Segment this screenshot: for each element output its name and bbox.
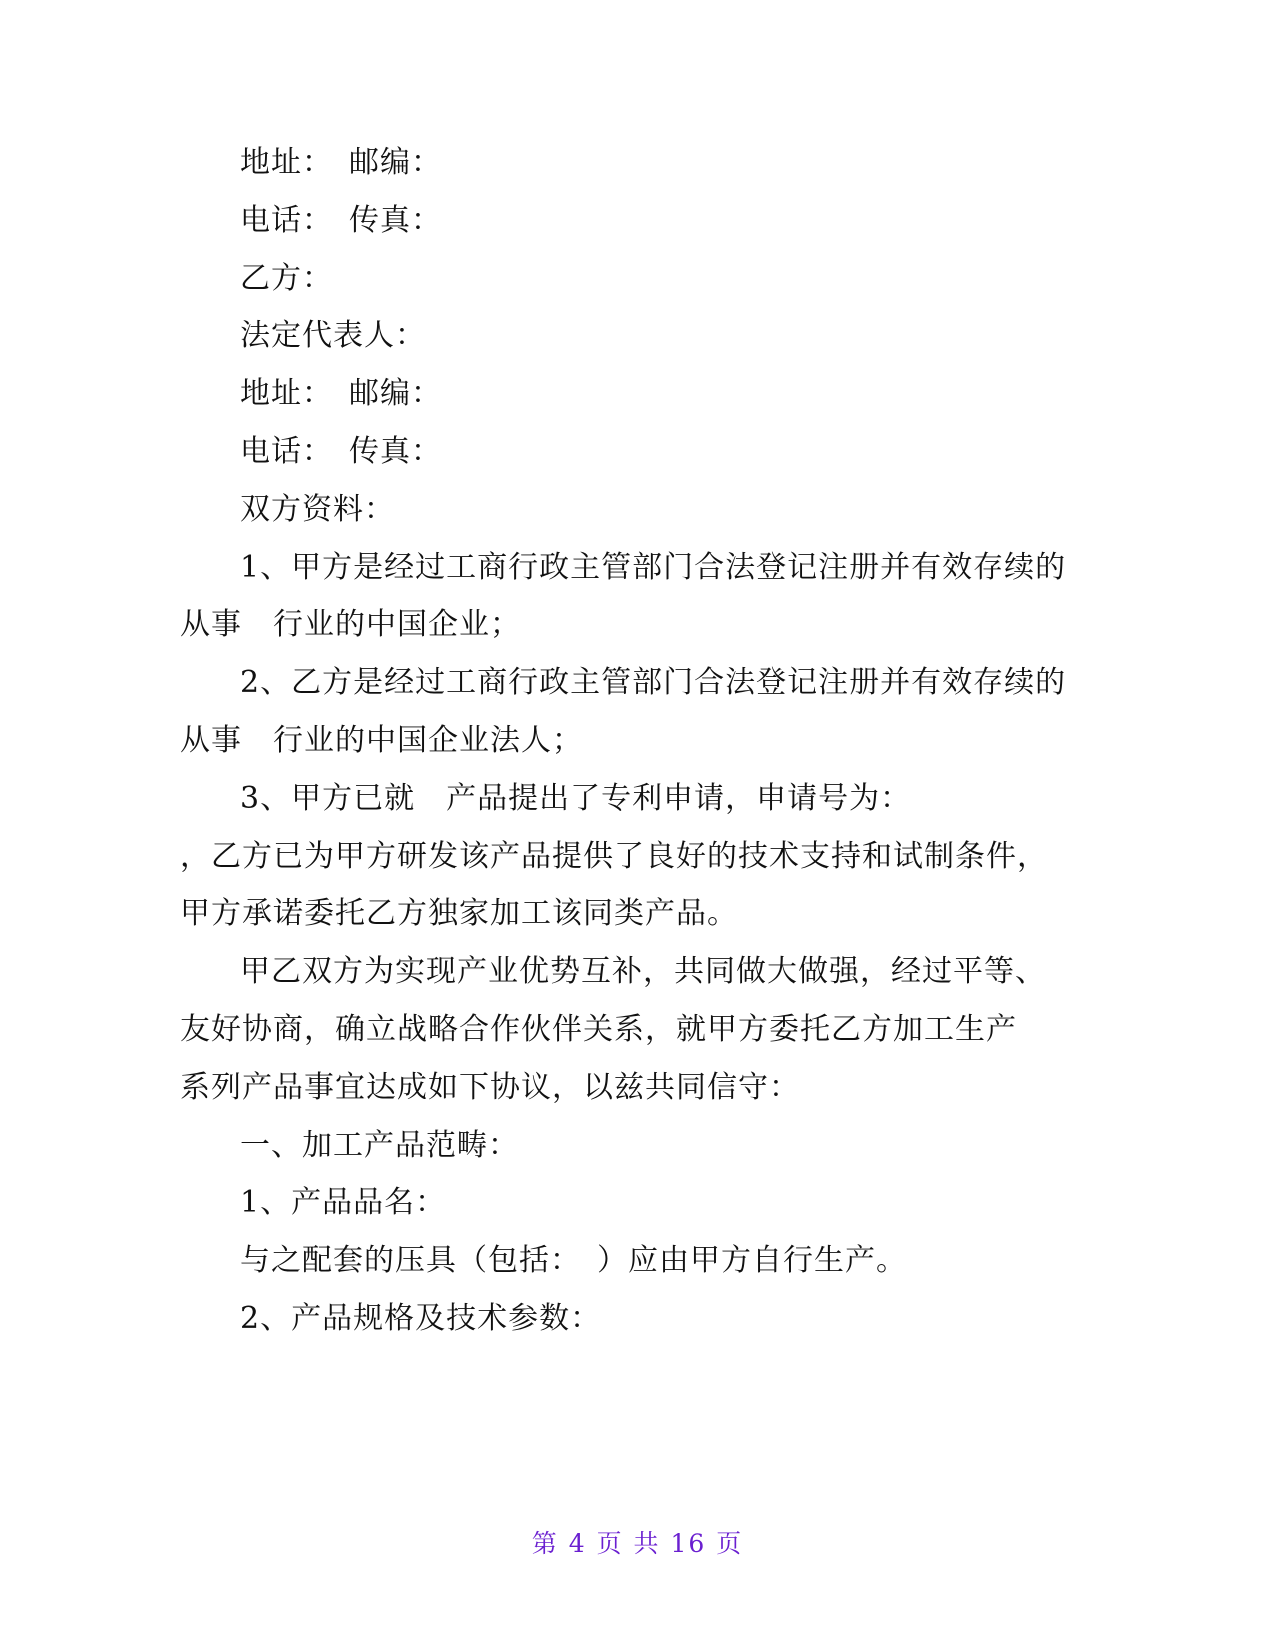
text-line-item-3-cont: ，乙方已为甲方研发该产品提供了良好的技术支持和试制条件， <box>180 839 1048 874</box>
section-heading-product-scope: 一、加工产品范畴： <box>240 1128 519 1163</box>
text-line-press-tools: 与之配套的压具（包括： ）应由甲方自行生产。 <box>240 1243 907 1278</box>
text-line-preamble: 甲乙双方为实现产业优势互补，共同做大做强，经过平等、 <box>240 954 1046 989</box>
text-line-parties-info: 双方资料： <box>240 492 395 527</box>
text-line-address-2: 地址： 邮编： <box>240 376 442 411</box>
text-line-item-3: 3、甲方已就 产品提出了专利申请，申请号为： <box>240 781 912 816</box>
text-line-preamble-cont: 友好协商，确立战略合作伙伴关系，就甲方委托乙方加工生产 <box>180 1012 1017 1047</box>
text-line-party-b: 乙方： <box>240 261 333 296</box>
page-number-footer: 第 4 页 共 16 页 <box>531 1529 744 1558</box>
text-line-legal-rep: 法定代表人： <box>240 318 426 353</box>
text-line-item-2: 2、乙方是经过工商行政主管部门合法登记注册并有效存续的 <box>240 665 1067 700</box>
text-line-item-3-end: 甲方承诺委托乙方独家加工该同类产品。 <box>180 896 738 931</box>
text-line-phone-1: 电话： 传真： <box>240 203 442 238</box>
text-line-address-1: 地址： 邮编： <box>240 145 442 180</box>
text-line-product-specs: 2、产品规格及技术参数： <box>240 1301 602 1336</box>
text-line-item-1-cont: 从事 行业的中国企业； <box>180 607 521 642</box>
text-line-item-1: 1、甲方是经过工商行政主管部门合法登记注册并有效存续的 <box>240 550 1067 585</box>
text-line-phone-2: 电话： 传真： <box>240 434 442 469</box>
text-line-item-2-cont: 从事 行业的中国企业法人； <box>180 723 583 758</box>
text-line-preamble-end: 系列产品事宜达成如下协议，以兹共同信守： <box>180 1070 800 1105</box>
text-line-product-name: 1、产品品名： <box>240 1185 447 1220</box>
